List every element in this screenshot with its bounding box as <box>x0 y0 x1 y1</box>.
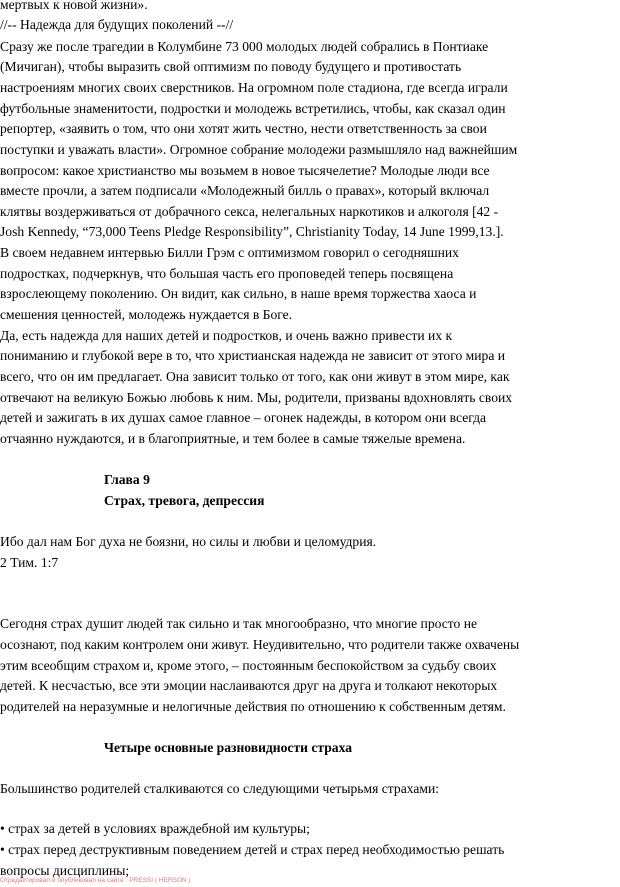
text-line: В своем недавнем интервью Билли Грэм с оптимизмом говорил о сегодняшних <box>0 245 459 260</box>
text-line: вместе прочли, а затем подписали «Молодежный билль о правах», который включал <box>0 183 490 198</box>
subheading: Четыре основные разновидности страха <box>104 740 353 755</box>
text-line: вопросом: какое христианство мы возьмем в новое тысячелетие? Молодые люди все <box>0 163 490 178</box>
text-line: Да, есть надежда для наших детей и подростков, и очень важно привести их к <box>0 328 453 343</box>
text-line: подростках, подчеркнув, что большая часть его проповедей теперь посвящена <box>0 266 454 281</box>
text-line: поступки и уважать власти». Огромное собрание молодежи размышляло над важнейшим <box>0 142 518 157</box>
text-line: Сегодня страх душит людей так сильно и так многообразно, что многие просто не <box>0 616 478 631</box>
text-line: взрослеющему поколению. Он видит, как сильно, в наше время торжества хаоса и <box>0 286 477 301</box>
text-line: родителей на неразумные и нелогичные действия по отношению к собственным детям. <box>0 699 506 714</box>
text-line: клятвы воздерживаться от добрачного секса, нелегальных наркотиков и алкоголя [42 - <box>0 204 499 219</box>
section-heading: //-- Надежда для будущих поколений --// <box>0 17 234 32</box>
text-line: отчаянно нуждаются, и в благоприятные, и тем более в самые тяжелые времена. <box>0 431 466 446</box>
footer-credit <box>0 876 191 885</box>
text-line: настроениям многих своих сверстников. На огромном поле стадиона, где всегда играли <box>0 80 508 95</box>
text-line: отвечают на великую Божью любовь к ним. Мы, родители, призваны вдохновлять своих <box>0 390 513 405</box>
list-item: • страх за детей в условиях враждебной им культуры; <box>0 821 310 836</box>
text-line: футбольные знаменитости, подростки и молодежь встретились, чтобы, как сказал один <box>0 101 506 116</box>
chapter-number: Глава 9 <box>104 472 150 487</box>
intro-tail-line: мертвых к новой жизни». <box>0 0 148 12</box>
text-line: этим всеобщим страхом и, кроме этого, – постоянным беспокойством за судьбу своих <box>0 658 497 673</box>
epigraph-text: Ибо дал нам Бог духа не боязни, но силы и любви и целомудрия. <box>0 534 377 549</box>
text-line: (Мичиган), чтобы выразить свой оптимизм по поводу будущего и противостать <box>0 59 462 74</box>
text-line: пониманию и глубокой вере в то, что христианская надежда не зависит от этого мира и <box>0 348 506 363</box>
text-line: смешения ценностей, молодежь нуждается в Боге. <box>0 307 293 322</box>
epigraph-source: 2 Тим. 1:7 <box>0 555 59 570</box>
text-line: детей. К несчастью, все эти эмоции наслаиваются друг на друга и толкают некоторых <box>0 678 498 693</box>
list-item: вопросы дисциплины; <box>0 863 130 878</box>
text-line: всего, что он им предлагает. Она зависит только от того, как они живут в этом мире, как <box>0 369 510 384</box>
text-line: Сразу же после трагедии в Колумбине 73 000 молодых людей собрались в Понтиаке <box>0 39 489 54</box>
chapter-title: Страх, тревога, депрессия <box>104 493 265 508</box>
four-fears-intro: Большинство родителей сталкиваются со следующими четырьмя страхами: <box>0 781 440 796</box>
text-line: репортер, «заявить о том, что они хотят жить честно, нести ответственность за свои <box>0 121 487 136</box>
list-item: • страх перед деструктивным поведением детей и страх перед необходимостью решать <box>0 842 505 857</box>
footer-text: Отредактировал и опубликовал на сайте : <box>0 877 130 884</box>
footer-link[interactable]: PRESSI ( HERSON ) <box>129 877 191 884</box>
text-line: Josh Kennedy, “73,000 Teens Pledge Responsibility”, Christianity Today, 14 June 1999,13.]. <box>0 224 504 239</box>
text-line: детей и зажигать в их душах самое главное – огонек надежды, в котором они всегда <box>0 410 487 425</box>
text-line: осознают, под каким контролем они живут. Неудивительно, что родители также охвачены <box>0 637 520 652</box>
